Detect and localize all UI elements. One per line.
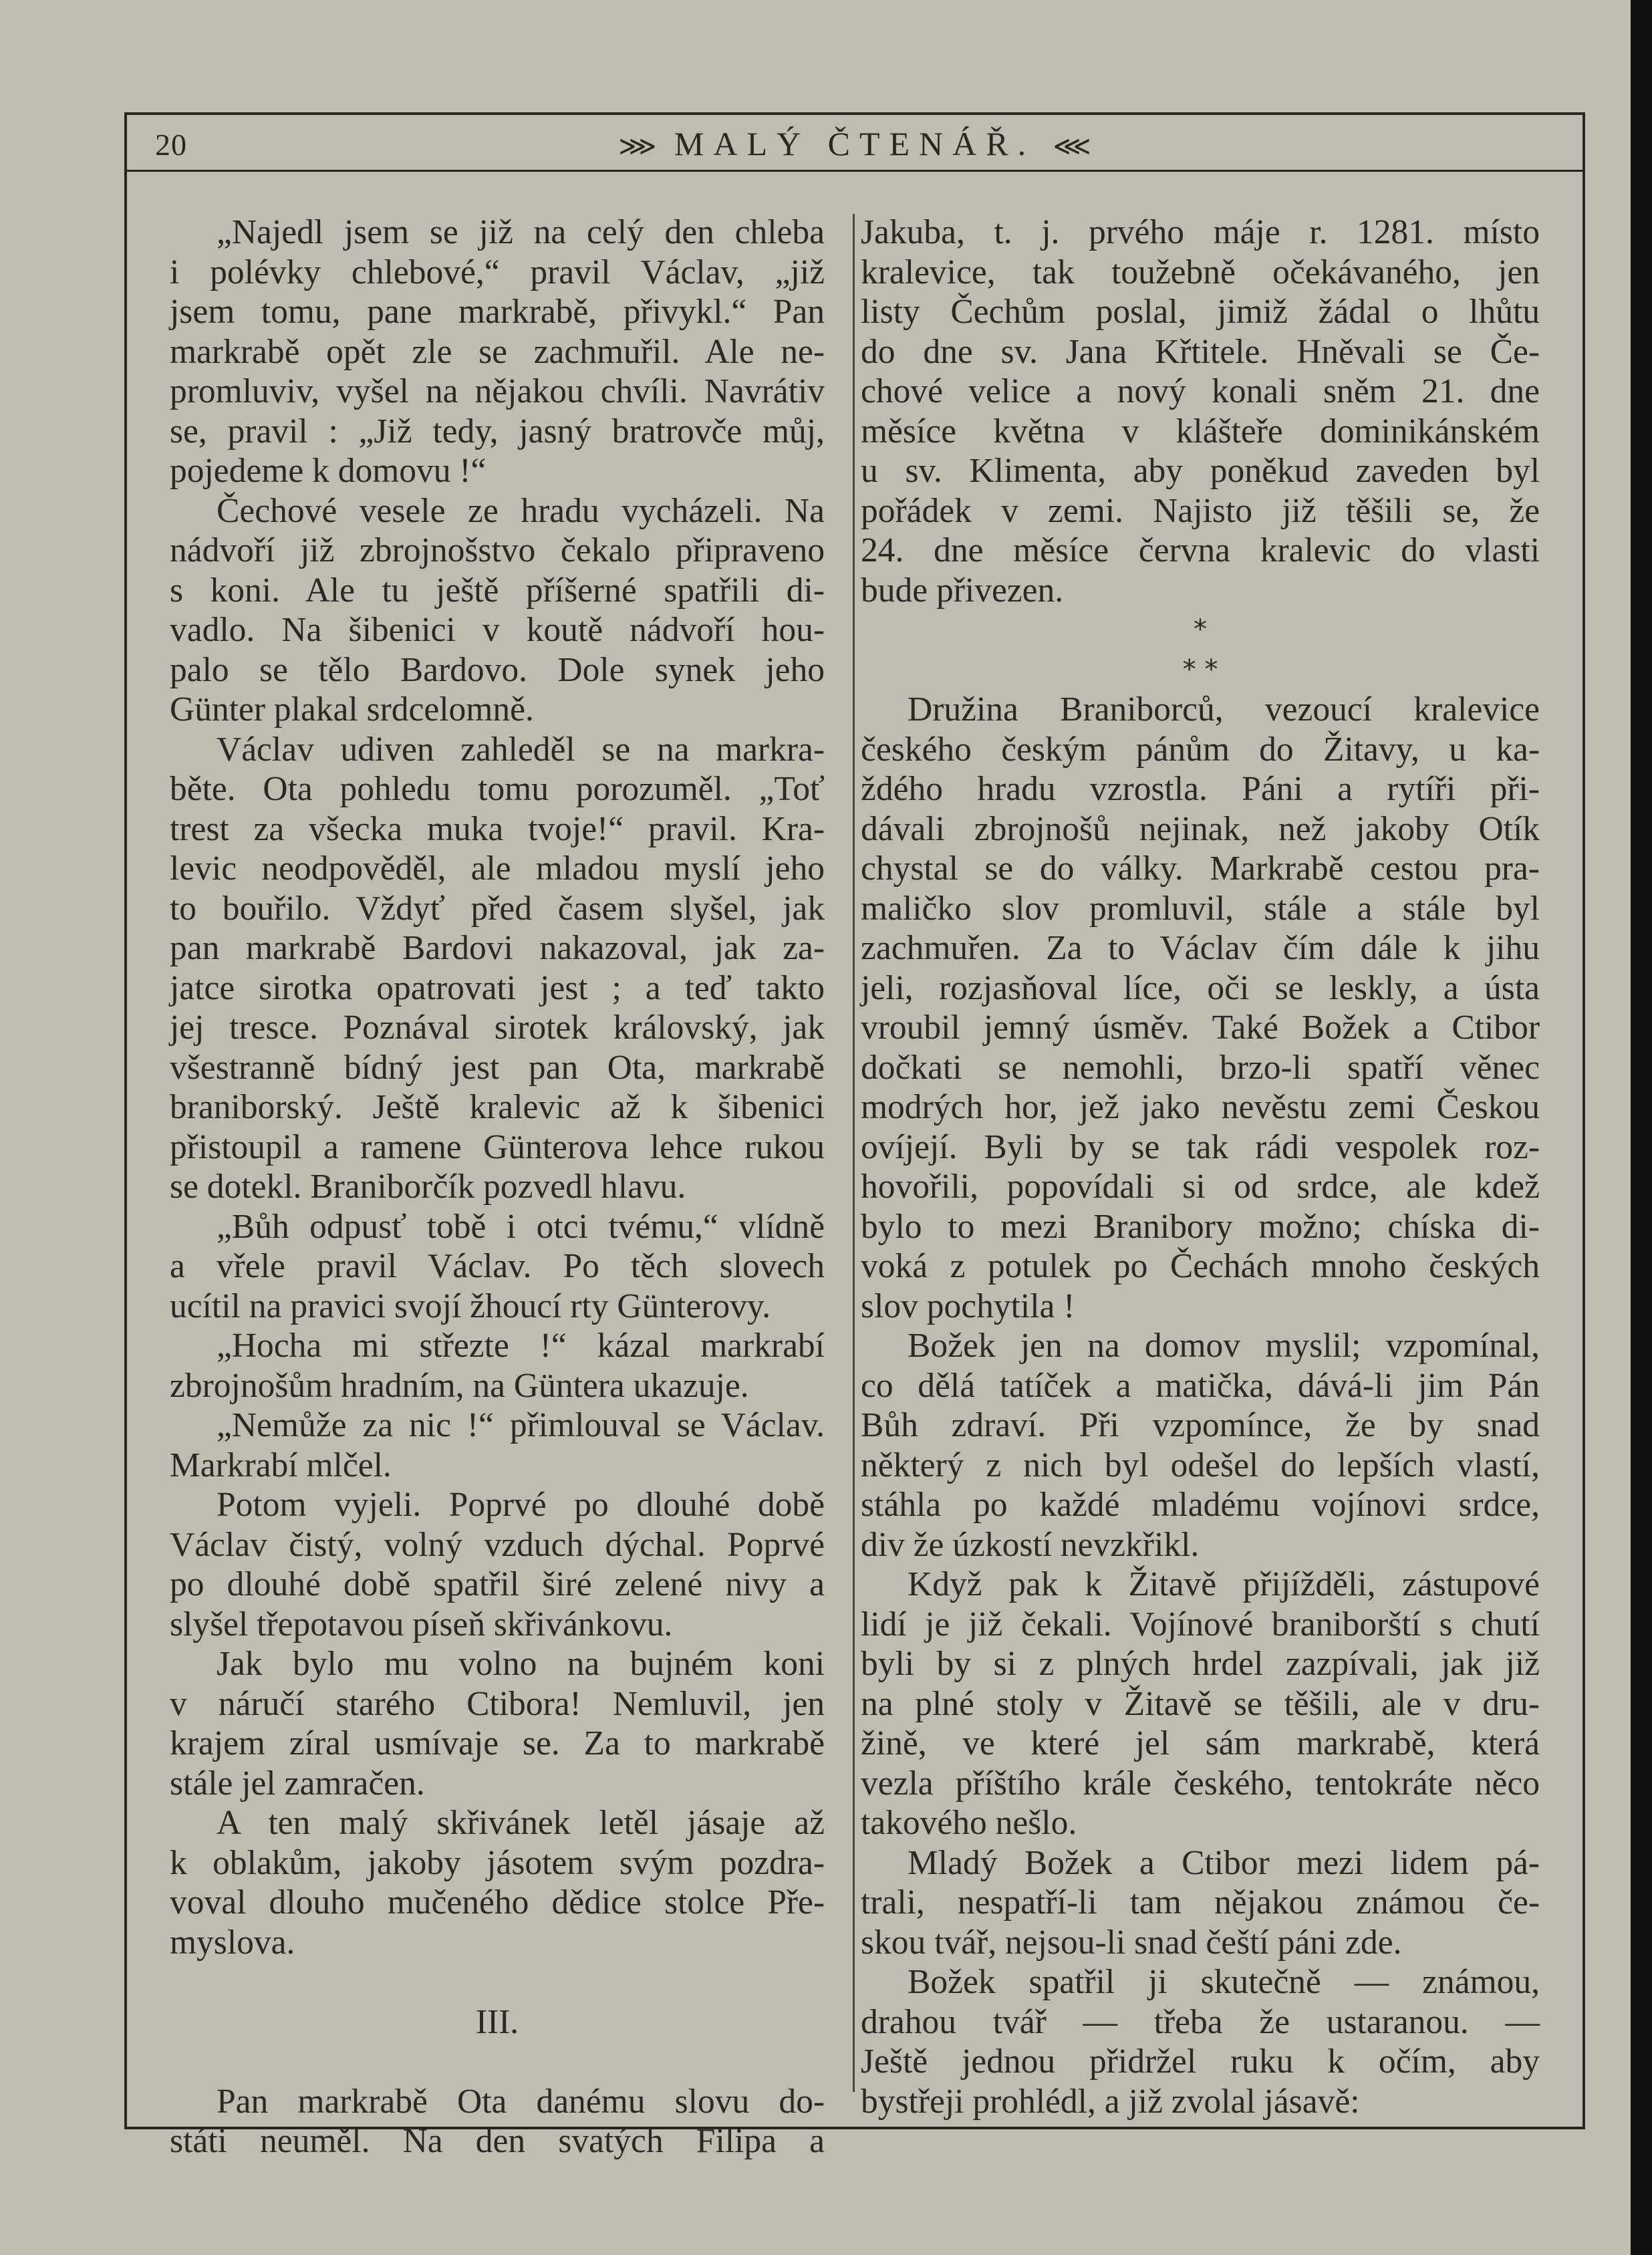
journal-title: MALÝ ČTENÁŘ. [674, 125, 1036, 162]
text-line: se dotekl. Braniborčík pozvedl hlavu. [170, 1168, 686, 1206]
column-divider [853, 214, 855, 2092]
text-line: zbrojnošům hradním, na Güntera ukazuje. [170, 1366, 749, 1405]
text-line: všestranně bídný jest pan Ota, markrabě [170, 1048, 825, 1087]
text-line: do dne sv. Jana Křtitele. Hněvali se Če- [861, 332, 1540, 371]
text-line: maličko slov promluvil, stále a stále byl [861, 889, 1540, 928]
text-line: palo se tělo Bardovo. Dole synek jeho [170, 650, 825, 689]
text-line: jej tresce. Poznával sirotek královský, jak [170, 1009, 825, 1047]
text-line: Ještě jednou přidržel ruku k očím, aby [861, 2042, 1540, 2081]
text-line: Mladý Božek a Ctibor mezi lidem pá- [908, 1843, 1540, 1882]
text-line: stáhla po každé mladému vojínovi srdce, [861, 1486, 1540, 1524]
ornament-left-icon: ⋙ [618, 131, 657, 162]
header-rule [124, 170, 1585, 172]
text-line: dávali zbrojnošů nejinak, než jakoby Otík [861, 809, 1540, 848]
text-line: Günter plakal srdcelomně. [170, 690, 534, 728]
text-line: ucítil na pravici svojí žhoucí rty Günterovy. [170, 1287, 771, 1325]
text-line: 24. dne měsíce června kralevic do vlasti [861, 531, 1540, 569]
text-line: „Nemůže za nic !“ přimlouval se Václav. [217, 1406, 825, 1444]
text-line: nádvoří již zbrojnošstvo čekalo připraveno [170, 531, 825, 569]
text-line: slov pochytila ! [861, 1287, 1075, 1325]
text-line: v náručí starého Ctibora! Nemluvil, jen [170, 1684, 825, 1723]
text-line: pořádek v zemi. Najisto již těšili se, že [861, 491, 1540, 530]
text-line: Markrabí mlčel. [170, 1446, 392, 1484]
text-line: státi neuměl. Na den svatých Filipa a [170, 2122, 825, 2160]
text-line: Božek jen na domov myslil; vzpomínal, [908, 1327, 1540, 1365]
text-line: i polévky chlebové,“ pravil Václav, „již [170, 253, 825, 291]
text-line: jatce sirotka opatrovati jest ; a teď takto [170, 968, 825, 1007]
text-line: chové velice a nový konali sněm 21. dne [861, 372, 1540, 410]
text-line: * * [1182, 654, 1218, 685]
text-line: „Hocha mi střezte !“ kázal markrabí [217, 1327, 825, 1365]
text-line: bystřeji prohlédl, a již zvolal jásavě: [861, 2082, 1360, 2121]
text-line [170, 2042, 825, 2082]
text-line [170, 1962, 825, 2002]
text-line: vroubil jemný úsměv. Také Božek a Ctibor [861, 1009, 1540, 1047]
text-line: běte. Ota pohledu tomu porozuměl. „Toť [170, 770, 825, 808]
text-line: bylo to mezi Branibory možno; chíska di- [861, 1207, 1540, 1246]
text-line: to bouřilo. Vždyť před časem slyšel, jak [170, 889, 825, 928]
text-line: listy Čechům poslal, jimiž žádal o lhůtu [861, 293, 1540, 331]
page-number: 20 [155, 128, 187, 162]
text-line: jeli, rozjasňoval líce, oči se leskly, a ústa [861, 968, 1540, 1007]
text-line: žině, ve které jel sám markrabě, která [861, 1724, 1540, 1762]
text-line: stále jel zamračen. [170, 1764, 425, 1803]
text-line: jsem tomu, pane markrabě, přivykl.“ Pan [170, 293, 825, 331]
text-line: po dlouhé době spatřil širé zelené nivy a [170, 1565, 825, 1603]
text-line: takového nešlo. [861, 1804, 1077, 1842]
text-line: A ten malý skřivánek letěl jásaje až [217, 1804, 825, 1842]
text-line: pojedeme k domovu !“ [170, 452, 487, 490]
text-line: byli by si z plných hrdel zazpívali, jak již [861, 1645, 1540, 1683]
text-line: na plné stoly v Žitavě se těšili, ale v dru- [861, 1684, 1540, 1723]
text-line: k oblakům, jakoby jásotem svým pozdra- [170, 1843, 825, 1882]
text-line: krajem zíral usmívaje se. Za to markrabě [170, 1724, 825, 1762]
scan-edge-shadow [1631, 0, 1652, 2255]
text-line: ovíjejí. Byli by se tak rádi vespolek roz- [861, 1128, 1540, 1166]
text-line: promluviv, vyšel na nějakou chvíli. Navrátiv [170, 372, 825, 410]
text-line: dočkati se nemohli, brzo-li spatří věnec [861, 1048, 1540, 1087]
text-line: Čechové vesele ze hradu vycházeli. Na [217, 491, 825, 530]
text-line: pan markrabě Bardovi nakazoval, jak za- [170, 929, 825, 967]
text-line: lidí je již čekali. Vojínové braniborští s chutí [861, 1605, 1540, 1643]
text-line: hovořili, popovídali si od srdce, ale kdež [861, 1168, 1540, 1206]
text-line: trest za všecka muka tvoje!“ pravil. Kra- [170, 809, 825, 848]
text-line: levic neodpověděl, ale mladou myslí jeho [170, 849, 825, 888]
text-line: slyšel třepotavou píseň skřivánkovu. [170, 1605, 673, 1643]
text-line: s koni. Ale tu ještě příšerné spatřili di- [170, 571, 825, 610]
text-line: braniborský. Ještě kralevic až k šibenici [170, 1088, 825, 1126]
text-line: českého českým pánům do Žitavy, u ka- [861, 730, 1540, 769]
text-line: Jak bylo mu volno na bujném koni [217, 1645, 825, 1683]
right-column [861, 213, 1540, 2121]
text-line: Bůh zdraví. Při vzpomínce, že by snad [861, 1406, 1540, 1444]
text-line: voval dlouho mučeného dědice stolce Pře- [170, 1883, 825, 1921]
text-line: měsíce května v klášteře dominikánském [861, 412, 1540, 450]
left-column [170, 213, 825, 2161]
text-line: co dělá tatíček a matička, dává-li jim Pán [861, 1366, 1540, 1405]
text-line: bude přivezen. [861, 571, 1064, 610]
text-line: III. [475, 2002, 519, 2041]
text-line: markrabě opět zle se zachmuřil. Ale ne- [170, 332, 825, 371]
text-line: Pan markrabě Ota danému slovu do- [217, 2082, 825, 2121]
text-line: se, pravil : „Již tedy, jasný bratrovče můj, [170, 412, 825, 450]
text-line: vadlo. Na šibenici v koutě nádvoří hou- [170, 611, 825, 649]
text-line: některý z nich byl odešel do lepších vlastí, [861, 1446, 1540, 1484]
ornament-right-icon: ⋘ [1053, 131, 1091, 162]
text-line: Když pak k Žitavě přijížděli, zástupové [908, 1565, 1540, 1603]
text-line: skou tvář, nejsou-li snad čeští páni zde. [861, 1923, 1402, 1962]
text-line: Jakuba, t. j. prvého máje r. 1281. místo [861, 213, 1540, 251]
text-line: Božek spatřil ji skutečně — známou, [908, 1963, 1540, 2001]
text-line: * [1194, 614, 1207, 645]
text-line: „Bůh odpusť tobě i otci tvému,“ vlídně [217, 1207, 825, 1246]
text-line: voká z potulek po Čechách mnoho českých [861, 1247, 1540, 1285]
text-line: přistoupil a ramene Günterova lehce rukou [170, 1128, 825, 1166]
text-line: u sv. Klimenta, aby poněkud zaveden byl [861, 452, 1540, 490]
text-line: „Najedl jsem se již na celý den chleba [217, 213, 825, 251]
text-line: myslova. [170, 1923, 295, 1962]
text-line: modrých hor, jež jako nevěstu zemi Českou [861, 1088, 1540, 1126]
text-line: zachmuřen. Za to Václav čím dále k jihu [861, 929, 1540, 967]
text-line: drahou tvář — třeba že ustaranou. — [861, 2002, 1540, 2041]
text-line: ždého hradu vzrostla. Páni a rytíři při- [861, 770, 1540, 808]
text-line: kralevice, tak toužebně očekávaného, jen [861, 253, 1540, 291]
text-line: trali, nespatří-li tam nějakou známou če- [861, 1883, 1540, 1921]
text-line: div že úzkostí nevzkřikl. [861, 1525, 1200, 1564]
text-line: a vřele pravil Václav. Po těch slovech [170, 1247, 825, 1285]
page-header [124, 112, 1585, 172]
text-line: vezla příštího krále českého, tentokráte něco [861, 1764, 1540, 1803]
running-head [124, 124, 1585, 163]
text-line: Václav čistý, volný vzduch dýchal. Poprvé [170, 1525, 825, 1564]
text-line: Potom vyjeli. Poprvé po dlouhé době [217, 1486, 825, 1524]
text-line: chystal se do války. Markrabě cestou pra- [861, 849, 1540, 888]
text-line: Družina Braniborců, vezoucí kralevice [908, 690, 1540, 728]
text-line: Václav udiven zahleděl se na markra- [217, 730, 825, 769]
